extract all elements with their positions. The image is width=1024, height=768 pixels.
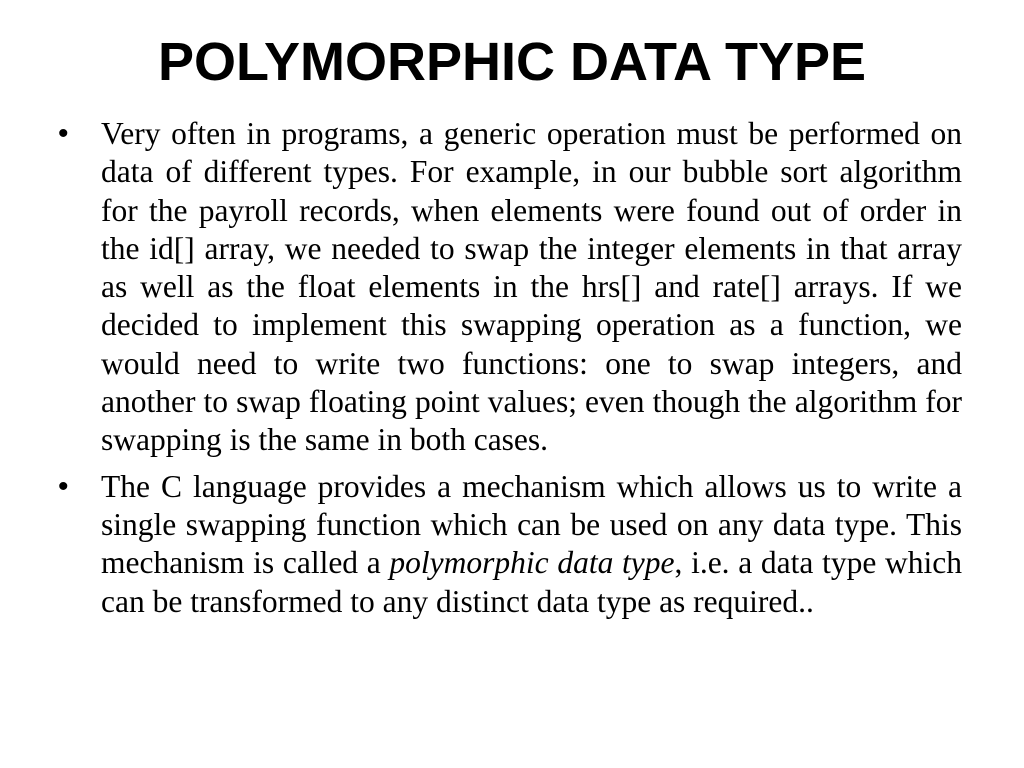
bullet-text: Very often in programs, a generic operation must be performed on data of different types. For example, in our bubble sort algorithm for the payroll records, when elements were found out of order in the id[] array, we needed to swap the integer elements in that array as well as the float elements in the hrs[] and rate[] arrays. If we decided to implement this swapping operation as a function, we would need to write two functions: one to swap integers, and another to swap floating point values; even though the algorithm for swapping is the same in both cases.: [101, 116, 962, 458]
bullet-icon: •: [58, 469, 69, 503]
slide-title: POLYMORPHIC DATA TYPE: [157, 32, 867, 92]
bullet-item-polymorphic-type: [58, 468, 962, 621]
emphasis-term: polymorphic data type: [389, 545, 675, 581]
bullet-icon: •: [58, 117, 69, 150]
bullet-item-generic-operations: [58, 115, 962, 460]
bullet-text-start: The C language provides a mechanism which allows us to write a single swapping function which can be used on any data type. This mechanism is called a: [101, 468, 962, 581]
bullet-text-end: , i.e. a data type which can be transformed to any distinct data type as required..: [101, 545, 962, 619]
bullet-list: [58, 115, 962, 629]
